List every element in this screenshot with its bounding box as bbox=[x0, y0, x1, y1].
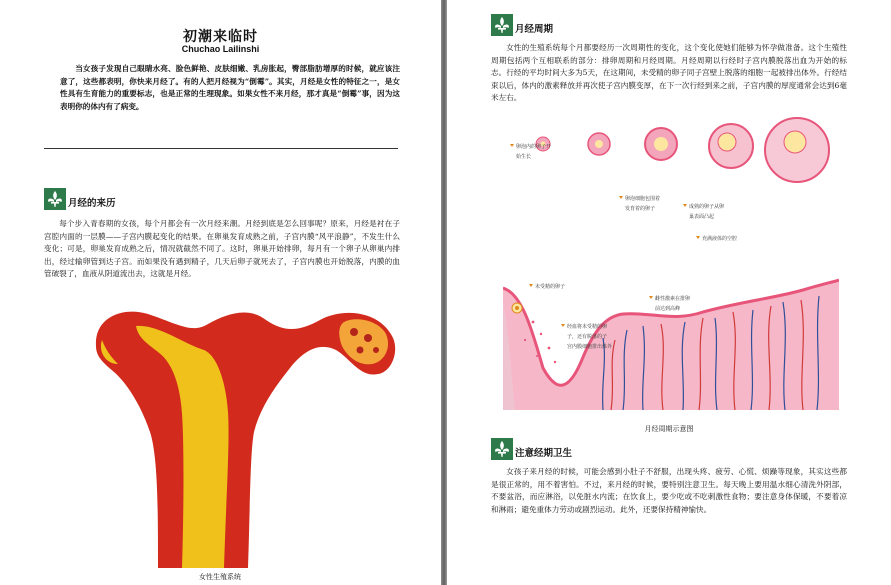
svg-text:发育着的卵子: 发育着的卵子 bbox=[625, 206, 656, 212]
section-heading-origin bbox=[44, 188, 116, 210]
menstrual-cycle-diagram bbox=[503, 112, 839, 410]
fleur-de-lis-icon bbox=[491, 14, 513, 36]
svg-text:始生长: 始生长 bbox=[516, 154, 532, 160]
section-title: 月经周期 bbox=[515, 24, 554, 35]
section-paragraph: 女性的生殖系统每个月都要经历一次周期性的变化，这个变化使她们能够为怀孕做准备。这个生殖性周期包括两个互相联系的部分：排卵周期和月经周期。月经周期以行经时子宫内膜脱落出血为开始的标志。行经的平均时间大多为5天，在这期间，未受精的卵子同子宫壁上脱落的细胞一起被排出体外。行经结束以后，体内的激素释放并再次使子宫内膜变厚，在下一次行经到来之前，子宫内膜的厚度通常会达到6毫米左右。 bbox=[491, 43, 847, 103]
section-title: 月经的来历 bbox=[68, 198, 116, 209]
figure-caption: 月经周期示意图 bbox=[644, 425, 694, 433]
page-title-pinyin: Chuchao Lailinshi bbox=[181, 44, 260, 54]
label-egg-grows: 卵泡内的卵子开 bbox=[516, 144, 552, 150]
svg-text:子，还有脱落的子: 子，还有脱落的子 bbox=[567, 334, 608, 340]
label-follicle: 卵泡细胞包围着 bbox=[625, 196, 661, 202]
label-cavity: 充满液体的空腔 bbox=[702, 236, 738, 242]
svg-text:巢表面凸起: 巢表面凸起 bbox=[689, 214, 715, 220]
divider bbox=[44, 148, 398, 149]
page-title: 初潮来临时 bbox=[183, 29, 258, 45]
label-discharge: 经血将未受精的卵 bbox=[567, 324, 608, 330]
section-title: 注意经期卫生 bbox=[515, 448, 573, 459]
intro-paragraph: 当女孩子发现自己眼睛水亮、脸色鲜艳、皮肤细嫩、乳房胀起，臀部脂肪增厚的时候，就应该注意了，这些都表明，你快来月经了。有的人把月经视为“倒霉”。其实，月经是女性的特征之一，是女性具有生育能力的重要标志，也是正常的生理现象。如果女性不来月经，那才真是“倒霉”事，因为这表明你的体内有了病变。 bbox=[60, 64, 400, 111]
label-mature-egg: 成熟的卵子从卵 bbox=[689, 204, 725, 210]
reproductive-system-illustration bbox=[88, 292, 410, 572]
section-paragraph: 女孩子来月经的时候，可能会感到小肚子不舒服，出现头疼、疲劳、心慌、烦躁等现象，其实这些都是很正常的，用不着害怕。不过，来月经的时候，要特别注意卫生。每天晚上要用温水细心清洗外阴部，不要盆浴，而应淋浴，以免脏水内流；在饮食上，要少吃或不吃刺激性食物；要注意身体保暖，不要着凉和淋雨；避免重体力劳动或剧烈运动。此外，还要保持精神愉快。 bbox=[491, 467, 847, 514]
svg-text:前达到高峰: 前达到高峰 bbox=[655, 306, 681, 312]
section-heading-hygiene bbox=[491, 438, 572, 460]
section-paragraph: 每个步入青春期的女孩，每个月都会有一次月经来潮。月经到底是怎么回事呢？原来，月经是衬在子宫腔内面的一层膜——子宫内膜起变化的结果。在卵巢发育成熟之前，子宫内膜“风平浪静”，不发生什么变化；可是，卵巢发育成熟之后，情况就截然不同了。这时，卵巢开始排卵，每月有一个卵子从卵巢内排出，经过输卵管到达子宫。而如果没有遇到精子，几天后卵子就死去了，子宫内膜也开始脱落，内膜的血管破裂了，血液从阴道流出去，这就是月经。 bbox=[44, 219, 400, 279]
svg-text:宫内膜细胞排出体外: 宫内膜细胞排出体外 bbox=[567, 344, 613, 350]
label-unfertilized: 未受精的卵子 bbox=[535, 284, 566, 290]
fleur-de-lis-icon bbox=[491, 438, 513, 460]
section-heading-cycle bbox=[491, 14, 553, 36]
right-page bbox=[447, 0, 891, 585]
left-page bbox=[0, 0, 441, 585]
fleur-de-lis-icon bbox=[44, 188, 66, 210]
label-hormone: 雌性激素在排卵 bbox=[655, 296, 691, 302]
uterus-drawing bbox=[96, 312, 395, 568]
figure-caption: 女性生殖系统 bbox=[199, 573, 241, 581]
